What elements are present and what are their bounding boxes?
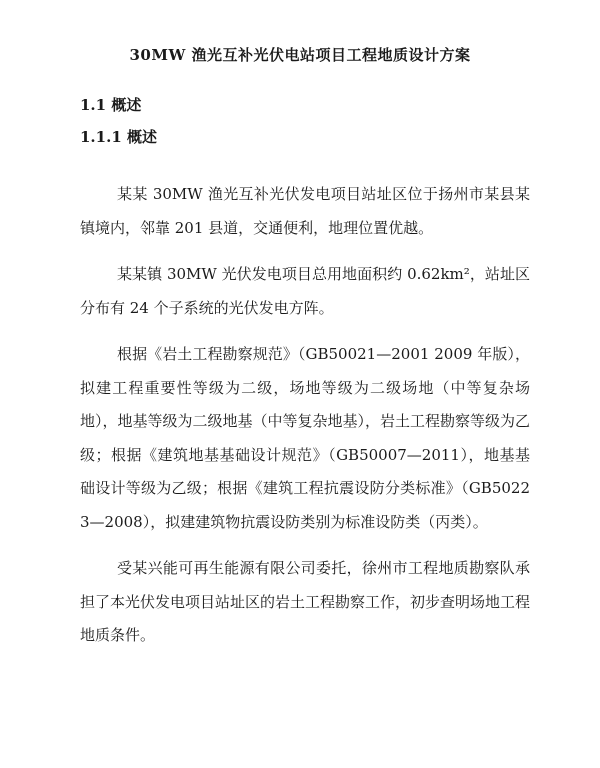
- body-text: [80, 178, 530, 666]
- paragraph-area: 某某镇 30MW 光伏发电项目总用地面积约 0.62km²，站址区分布有 24 个子系统的光伏发电方阵。: [80, 265, 530, 317]
- section-heading: 1.1 概述: [80, 96, 142, 114]
- subsection-heading: 1.1.1 概述: [80, 128, 157, 146]
- paragraph-commission: 受某兴能可再生能源有限公司委托，徐州市工程地质勘察队承担了本光伏发电项目站址区的岩土工程勘察工作，初步查明场地工程地质条件。: [80, 559, 531, 644]
- paragraph-standards: 根据《岩土工程勘察规范》（GB50021—2001 2009 年版），拟建工程重要性等级为二级，场地等级为二级场地（中等复杂场地），地基等级为二级地基（中等复杂地基），岩土工程勘察等级为乙级；根据《建筑地基基础设计规范》（GB50007—2011），地基基础设计等级为乙级；根据《建筑工程抗震设防分类标准》（GB50223—2008），拟建建筑物抗震设防类别为标准设防类（丙类）。: [80, 345, 531, 531]
- paragraph-location: 某某 30MW 渔光互补光伏发电项目站址区位于扬州市某县某镇境内，邻靠 201 县道，交通便利，地理位置优越。: [80, 185, 530, 237]
- document-title: 30MW 渔光互补光伏电站项目工程地质设计方案: [129, 46, 471, 64]
